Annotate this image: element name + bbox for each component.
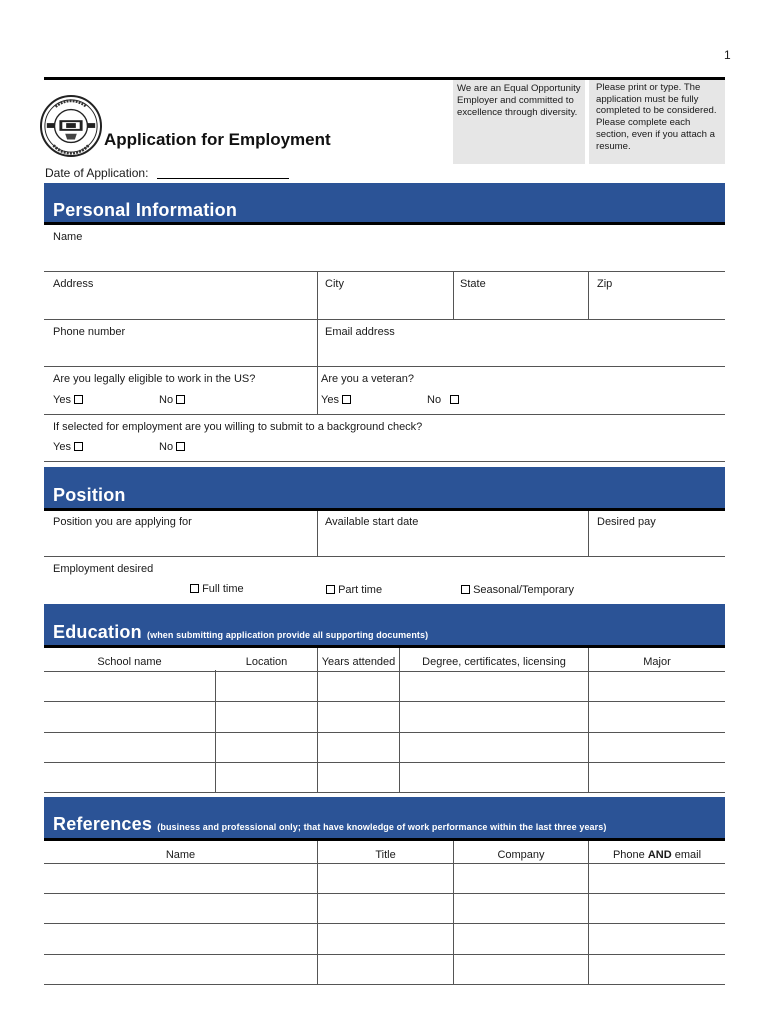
table-row	[44, 732, 725, 733]
full-time-checkbox[interactable]	[190, 584, 199, 593]
veteran-question: Are you a veteran?	[321, 373, 414, 385]
education-header	[44, 604, 725, 646]
table-row	[44, 893, 725, 894]
veteran-yes-option[interactable]	[321, 394, 351, 406]
column-header-major: Major	[643, 656, 671, 668]
employment-desired-label: Employment desired	[53, 563, 154, 575]
column-header-ref-name: Name	[165, 849, 196, 861]
section-rule	[44, 838, 725, 841]
date-of-application-field[interactable]	[157, 178, 289, 179]
column-header-degree: Degree, certificates, licensing	[422, 656, 566, 668]
references-subtitle: (business and professional only; that have knowledge of work performance within the last three years)	[157, 822, 607, 832]
column-divider	[399, 648, 400, 793]
phone-col-text: Phone	[612, 849, 648, 861]
references-title: References	[53, 814, 153, 834]
yes-label: Yes	[53, 394, 71, 406]
part-time-checkbox[interactable]	[326, 585, 335, 594]
table-row	[44, 984, 725, 985]
part-time-label: Part time	[338, 584, 383, 596]
no-label: No	[427, 394, 442, 406]
row-divider	[44, 461, 725, 462]
city-label: City	[325, 278, 344, 290]
column-divider	[453, 272, 454, 319]
desired-pay-label: Desired pay	[597, 516, 656, 528]
zip-label: Zip	[597, 278, 613, 290]
veteran-no-option[interactable]	[427, 394, 459, 406]
column-divider	[317, 272, 318, 319]
start-date-label: Available start date	[325, 516, 419, 528]
seasonal-option[interactable]	[461, 584, 574, 596]
row-divider	[44, 556, 725, 557]
references-header	[44, 797, 725, 839]
position-title: Position	[53, 485, 126, 505]
application-title: Application for Employment	[104, 130, 331, 149]
row-divider	[44, 366, 725, 367]
column-divider	[317, 511, 318, 557]
no-label: No	[159, 394, 174, 406]
email-label: Email address	[325, 326, 395, 338]
education-subtitle: (when submitting application provide all supporting documents)	[147, 630, 429, 640]
personal-information-header	[44, 183, 725, 224]
column-divider	[317, 648, 318, 793]
equal-opportunity-statement: We are an Equal Opportunity Employer and committed to excellence through diversity.	[453, 80, 585, 164]
column-header-school: School name	[97, 656, 162, 668]
veteran-no-checkbox[interactable]	[450, 395, 459, 404]
education-title-group	[53, 622, 428, 643]
table-row	[44, 701, 725, 702]
personal-information-title: Personal Information	[53, 200, 238, 220]
background-no-checkbox[interactable]	[176, 442, 185, 451]
section-rule	[44, 645, 725, 648]
seasonal-checkbox[interactable]	[461, 585, 470, 594]
veteran-yes-checkbox[interactable]	[342, 395, 351, 404]
row-divider	[44, 319, 725, 320]
background-yes-option[interactable]	[53, 441, 83, 453]
background-check-question: If selected for employment are you willing to submit to a background check?	[53, 421, 423, 433]
section-rule	[44, 222, 725, 225]
table-row	[44, 863, 725, 864]
references-title-group	[53, 814, 606, 835]
phone-col-and: AND	[647, 849, 672, 861]
date-of-application-label: Date of Application:	[45, 166, 149, 180]
table-row	[44, 762, 725, 763]
yes-label: Yes	[53, 441, 71, 453]
column-divider	[588, 511, 589, 557]
position-header	[44, 467, 725, 509]
address-label: Address	[53, 278, 94, 290]
row-divider	[44, 271, 725, 272]
background-yes-checkbox[interactable]	[74, 442, 83, 451]
seasonal-label: Seasonal/Temporary	[473, 584, 574, 596]
state-label: State	[460, 278, 486, 290]
education-title: Education	[53, 622, 142, 642]
yes-label: Yes	[321, 394, 339, 406]
column-divider	[588, 648, 589, 793]
position-applying-label: Position you are applying for	[53, 516, 192, 528]
part-time-option[interactable]	[326, 584, 382, 596]
phone-col-text-end: email	[671, 849, 702, 861]
page-number: 1	[724, 48, 731, 62]
instructions-box: Please print or type. The application must be fully completed to be considered. Please complete each section, even if you attach a resume.	[589, 80, 725, 164]
row-divider	[44, 414, 725, 415]
eligible-yes-checkbox[interactable]	[74, 395, 83, 404]
table-row	[44, 954, 725, 955]
table-row	[44, 671, 725, 672]
eligible-yes-option[interactable]	[53, 394, 83, 406]
name-label: Name	[53, 231, 83, 243]
column-header-ref-title: Title	[375, 849, 396, 861]
no-label: No	[159, 441, 174, 453]
eligible-no-option[interactable]	[159, 394, 185, 406]
column-divider	[317, 320, 318, 367]
column-header-ref-company: Company	[497, 849, 545, 861]
column-divider	[317, 367, 318, 414]
name-field[interactable]	[44, 226, 725, 271]
background-no-option[interactable]	[159, 441, 185, 453]
table-row	[44, 923, 725, 924]
eligible-question: Are you legally eligible to work in the US?	[53, 373, 256, 385]
county-seal-icon	[40, 95, 102, 157]
phone-label: Phone number	[53, 326, 126, 338]
column-header-years: Years attended	[321, 656, 396, 668]
column-header-location: Location	[245, 656, 288, 668]
column-header-ref-phone	[589, 849, 725, 861]
full-time-label: Full time	[202, 583, 244, 595]
section-rule	[44, 508, 725, 511]
eligible-no-checkbox[interactable]	[176, 395, 185, 404]
full-time-option[interactable]	[190, 583, 244, 595]
table-row	[44, 792, 725, 793]
column-divider	[588, 272, 589, 319]
